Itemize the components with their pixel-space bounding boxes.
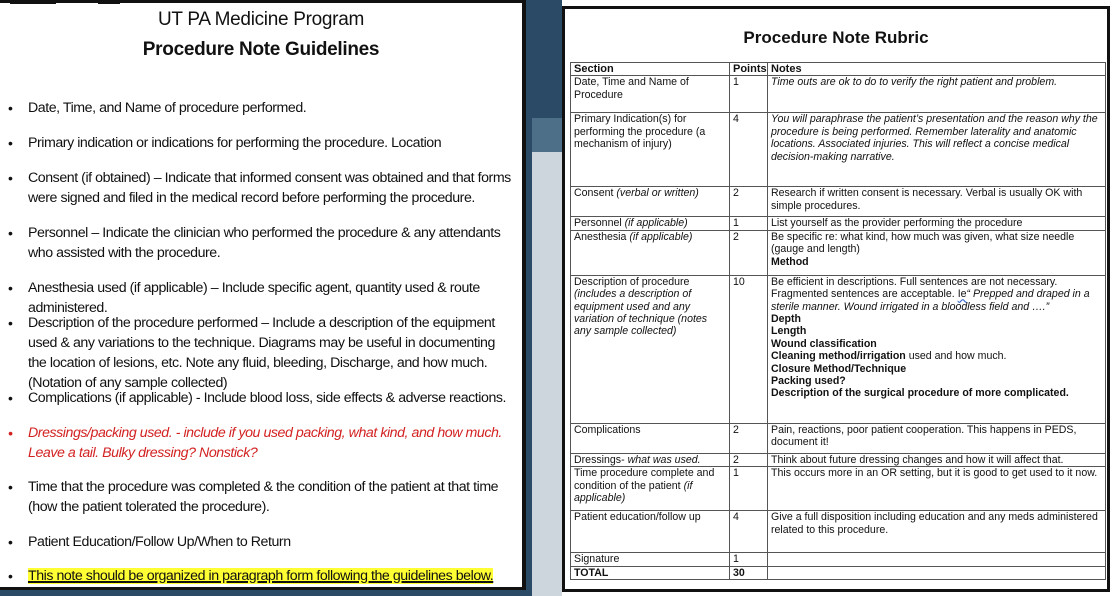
points-cell: 10 (730, 275, 768, 423)
notes-abbrev: Ie (957, 288, 967, 301)
notes-cell: Think about future dressing changes and how it will affect that. (768, 453, 1106, 466)
bullet-icon: • (8, 315, 13, 331)
table-row (571, 553, 1106, 566)
notes-cell: You will paraphrase the patient’s presentation and the reason why the procedure is being performed. Remember laterality and anatomic locations. Associated injuries. This will reflect a concise medical decision-making narrative. (768, 113, 1106, 187)
guideline-item-personnel (0, 223, 516, 263)
points-cell: 2 (730, 453, 768, 466)
top-tab-mark (98, 0, 120, 4)
notes-cell (768, 553, 1106, 566)
notes-list-item: Cleaning method/irrigation (771, 350, 906, 363)
notes-list-item: Depth (771, 313, 802, 326)
column-header-points: Points (730, 63, 768, 76)
rubric-table (570, 62, 1106, 580)
notes-text: Be specific re: what kind, how much was given, what size needle (gauge and length) (771, 230, 1075, 256)
points-cell: 4 (730, 511, 768, 553)
table-row (571, 511, 1106, 553)
section-cell (571, 467, 730, 511)
notes-quote: “ Prepped and draped in a sterile manner. Wound irrigated in a bloodless field and ….” (771, 288, 1090, 313)
bullet-icon: • (8, 425, 13, 441)
section-cell: Date, Time and Name of Procedure (571, 76, 730, 113)
guideline-text: This note should be organized in paragraph form following the guidelines below. (28, 568, 494, 584)
section-cell: TOTAL (571, 566, 730, 579)
table-row (571, 275, 1106, 423)
bullet-icon: • (8, 170, 13, 186)
notes-list-suffix: used and how much. (905, 350, 1007, 363)
guideline-item-paragraph-note (0, 566, 516, 586)
notes-cell (768, 566, 1106, 579)
section-qualifier: (if applicable) (629, 230, 693, 243)
notes-cell: Research if written consent is necessary. Verbal is usually OK with simple procedures. (768, 187, 1106, 217)
guideline-text: Date, Time, and Name of procedure performed. (28, 100, 307, 116)
section-qualifier: (verbal or written) (616, 187, 699, 200)
section-main: Dressings- (574, 453, 628, 466)
points-cell: 1 (730, 217, 768, 230)
guideline-item-education (0, 532, 516, 552)
section-cell: Complications (571, 423, 730, 453)
points-cell: 4 (730, 113, 768, 187)
notes-list-item: Wound classification (771, 337, 877, 350)
notes-cell: Pain, reactions, poor patient cooperation. This happens in PEDS, document it! (768, 423, 1106, 453)
section-main: Consent (574, 187, 617, 200)
notes-emphasis: Method (771, 255, 809, 268)
section-main: Personnel (574, 217, 625, 230)
bullet-icon: • (8, 534, 13, 550)
notes-cell (768, 275, 1106, 423)
notes-list-item: Closure Method/Technique (771, 362, 907, 375)
points-cell: 1 (730, 76, 768, 113)
top-divider (0, 0, 522, 3)
table-row (571, 453, 1106, 466)
guideline-item-dressings (0, 423, 516, 463)
backdrop-band (532, 118, 562, 152)
points-cell: 1 (730, 467, 768, 511)
backdrop-panel (532, 152, 562, 596)
section-qualifier: (if applicable) (624, 217, 688, 230)
table-row (571, 187, 1106, 217)
bullet-icon: • (8, 135, 13, 151)
guideline-text: Patient Education/Follow Up/When to Return (28, 534, 291, 550)
section-cell (571, 275, 730, 423)
guideline-item-consent (0, 168, 516, 208)
bullet-icon: • (8, 390, 13, 406)
guideline-text: Consent (if obtained) – Indicate that informed consent was obtained and that forms were signed and filed in the medical record before performing the procedure. (28, 170, 511, 206)
notes-cell: Give a full disposition including education and any meds administered related to this procedure. (768, 511, 1106, 553)
rubric-title: Procedure Note Rubric (743, 28, 929, 47)
section-cell (571, 453, 730, 466)
points-cell: 1 (730, 553, 768, 566)
table-row (571, 423, 1106, 453)
section-cell: Primary Indication(s) for performing the procedure (a mechanism of injury) (571, 113, 730, 187)
table-row-total (571, 566, 1106, 579)
table-header-row (571, 63, 1106, 76)
section-qualifier: (includes a description of equipment used and any variation of technique (notes any sample collected) (574, 288, 708, 338)
points-cell: 2 (730, 187, 768, 217)
bullet-icon: • (8, 568, 13, 584)
guideline-item-anesthesia (0, 278, 516, 318)
section-cell: Patient education/follow up (571, 511, 730, 553)
notes-list-item: Length (771, 325, 807, 338)
guideline-text: Personnel – Indicate the clinician who performed the procedure & any attendants who assisted with the procedure. (28, 225, 501, 261)
column-header-section: Section (571, 63, 730, 76)
guidelines-slide (0, 0, 526, 590)
notes-cell: Time outs are ok to do to verify the right patient and problem. (768, 76, 1106, 113)
section-qualifier: what was used. (627, 453, 701, 466)
guideline-text: Anesthesia used (if applicable) – Include specific agent, quantity used & route administered. (28, 280, 480, 316)
guideline-text: Time that the procedure was completed & the condition of the patient at that time (how the patient tolerated the procedure). (28, 479, 499, 515)
notes-cell (768, 230, 1106, 275)
notes-text: Be efficient in descriptions. Full sentences are not necessary. Fragmented sentences are acceptable. (771, 275, 1058, 301)
guideline-text: Primary indication or indications for performing the procedure. Location (28, 135, 442, 151)
section-cell: Signature (571, 553, 730, 566)
notes-list-item: Description of the surgical procedure of more complicated. (771, 387, 1069, 400)
points-cell: 2 (730, 423, 768, 453)
rubric-slide (562, 0, 1116, 596)
bullet-icon: • (8, 280, 13, 296)
notes-cell: This occurs more in an OR setting, but it is good to get used to it now. (768, 467, 1106, 511)
guideline-text: Complications (if applicable) - Include blood loss, side effects & adverse reactions. (28, 390, 507, 406)
rubric-frame (562, 6, 1110, 592)
notes-list-item: Packing used? (771, 375, 846, 388)
table-row (571, 217, 1106, 230)
points-cell: 2 (730, 230, 768, 275)
guideline-text: Dressings/packing used. - include if you used packing, what kind, and how much. Leave a tail. Bulky dressing? Nonstick? (28, 425, 502, 461)
section-main: Time procedure complete and condition of the patient (574, 467, 715, 492)
guideline-item-date (0, 98, 516, 118)
guideline-item-indication (0, 133, 516, 153)
guideline-text: Description of the procedure performed – Include a description of the equipment used & any variations to the technique. Diagrams may be useful in documenting the location of lesions, etc. Note any fluid, bleeding, Discharge, and how much. (Notation of any sample collected) (28, 315, 495, 391)
guideline-item-complications (0, 388, 516, 408)
section-cell (571, 187, 730, 217)
points-cell: 30 (730, 566, 768, 579)
section-qualifier: (if applicable) (574, 479, 693, 505)
section-cell (571, 230, 730, 275)
table-row (571, 230, 1106, 275)
bullet-icon: • (8, 225, 13, 241)
table-row (571, 467, 1106, 511)
page-title: Procedure Note Guidelines (142, 39, 380, 60)
bullet-icon: • (8, 100, 13, 116)
table-row (571, 113, 1106, 187)
section-main: Anesthesia (574, 230, 630, 243)
bullet-icon: • (8, 479, 13, 495)
section-main: Description of procedure (574, 275, 690, 288)
guideline-item-description (0, 313, 516, 393)
table-row (571, 76, 1106, 113)
guideline-item-time-complete (0, 477, 516, 517)
notes-cell: List yourself as the provider performing the procedure (768, 217, 1106, 230)
program-title: UT PA Medicine Program (158, 9, 364, 30)
top-tab-mark (10, 0, 56, 4)
section-cell (571, 217, 730, 230)
column-header-notes: Notes (768, 63, 1106, 76)
